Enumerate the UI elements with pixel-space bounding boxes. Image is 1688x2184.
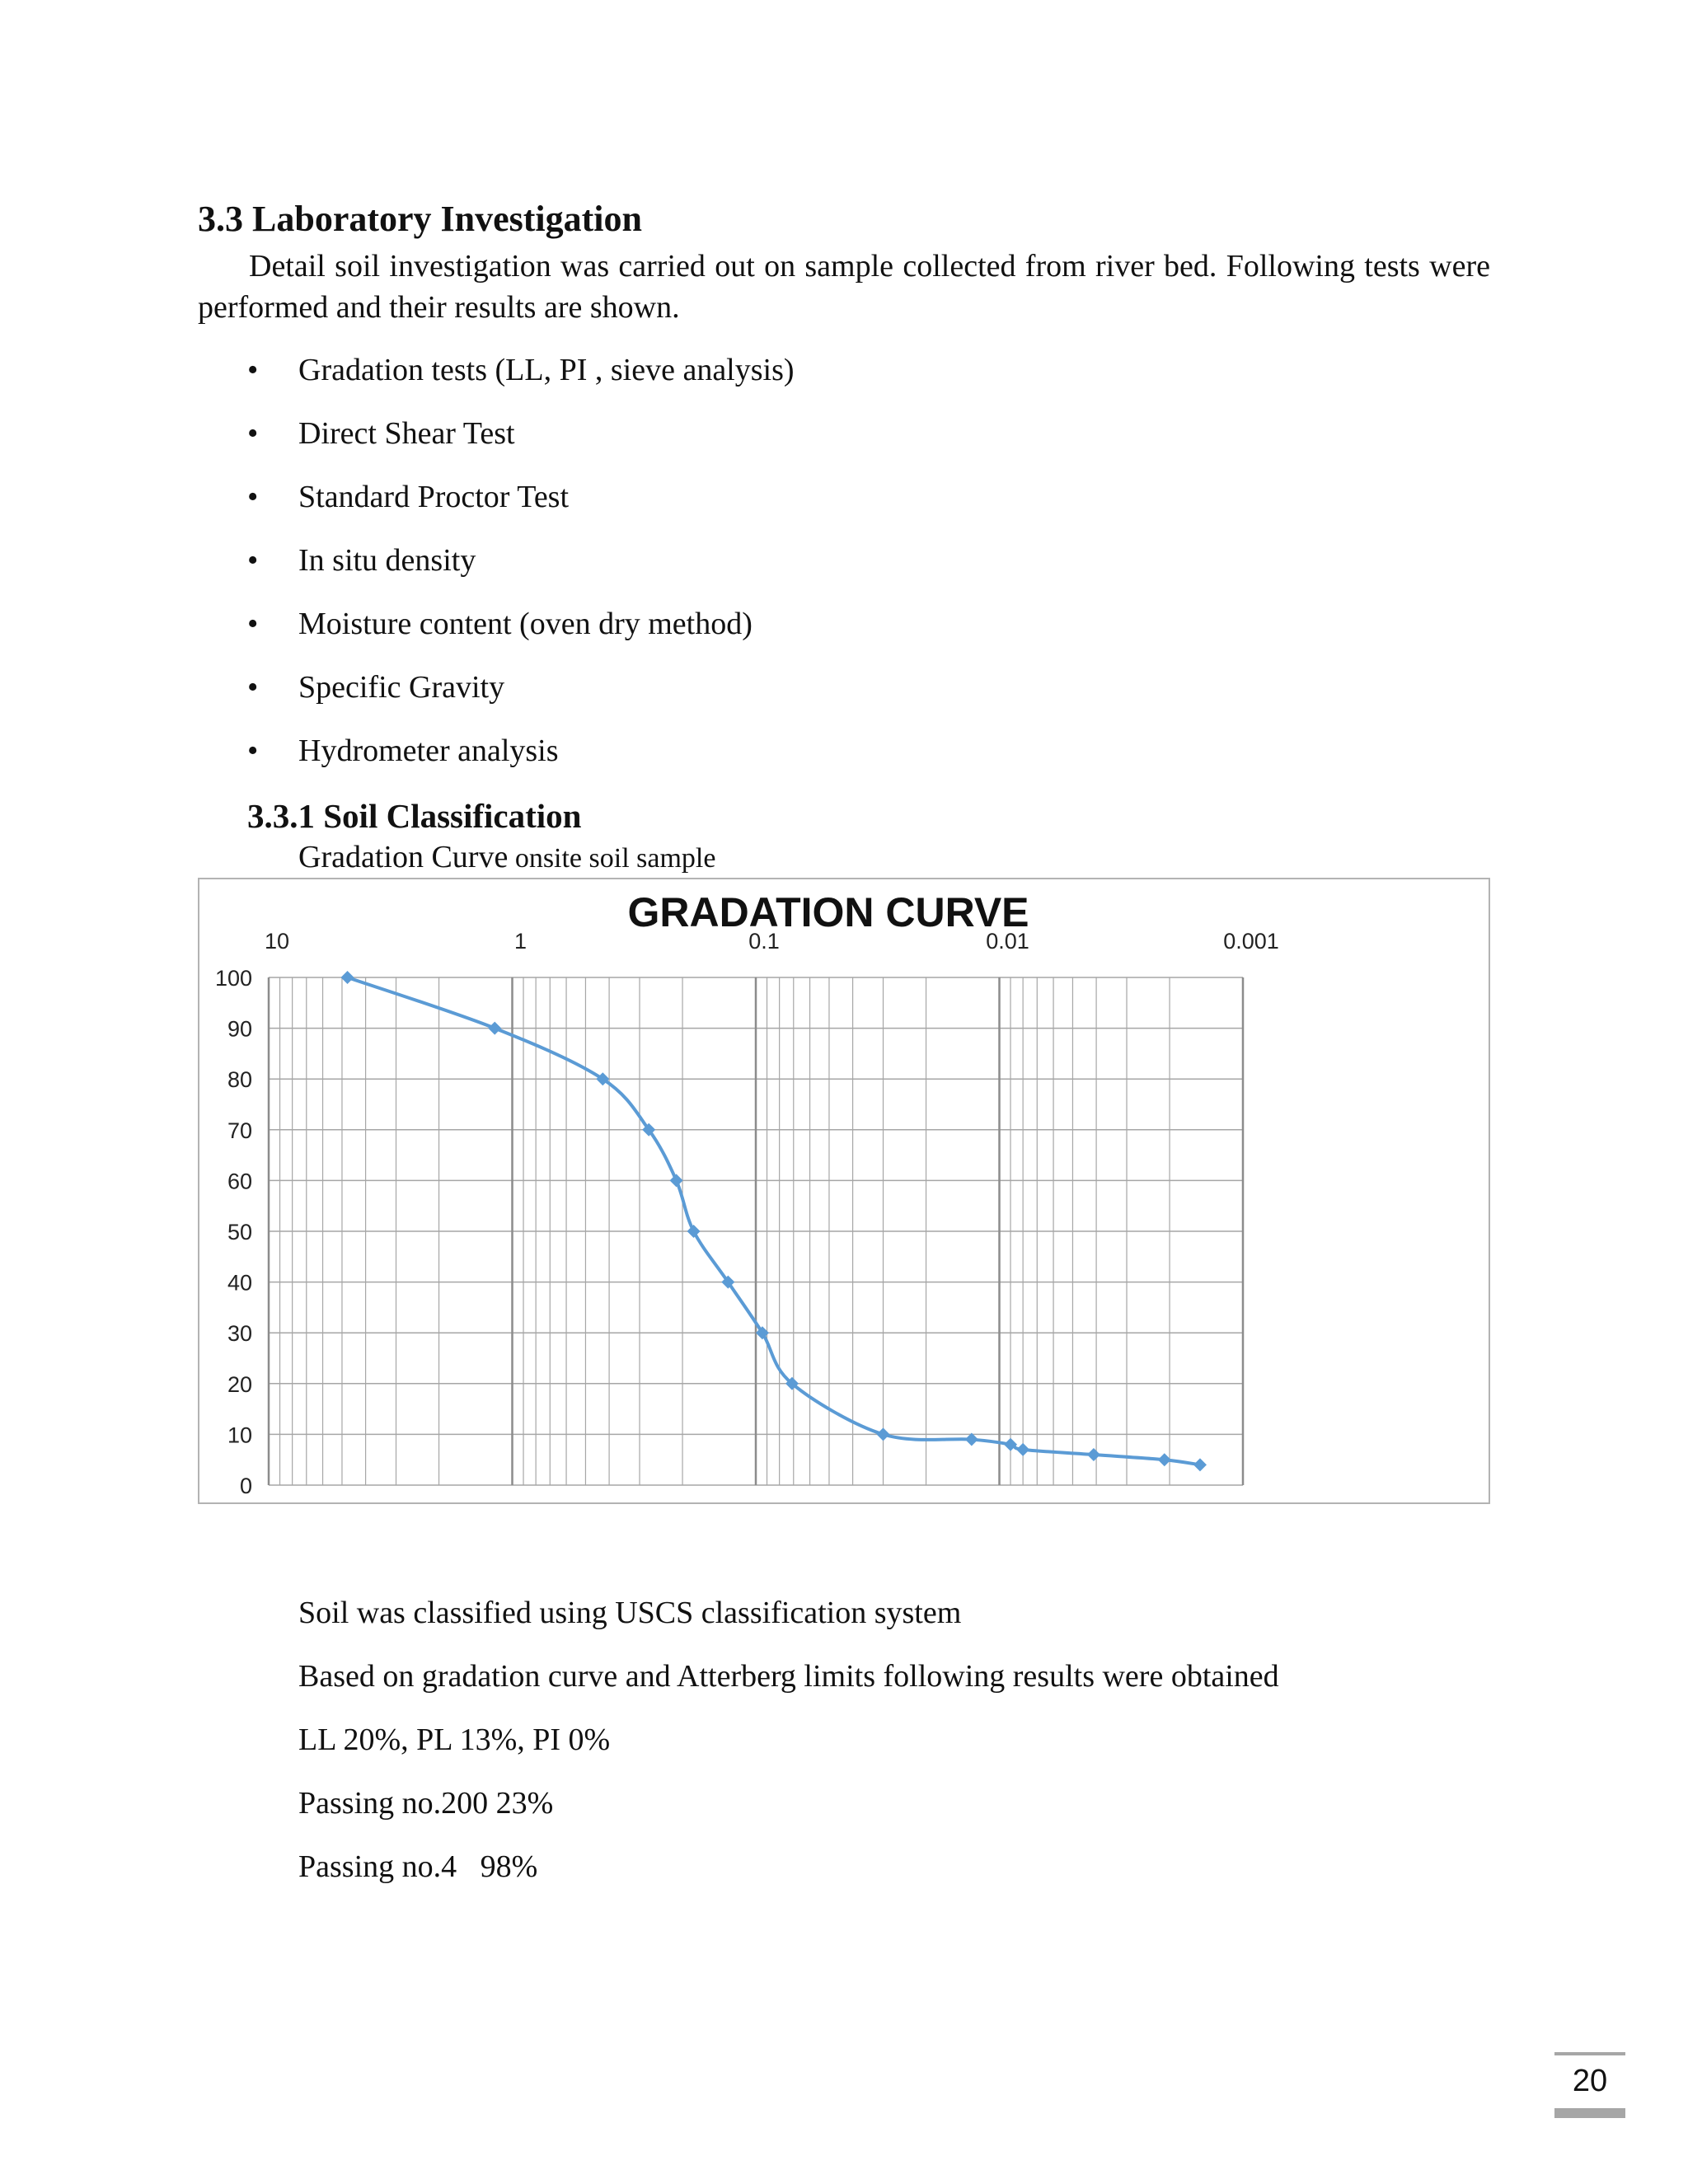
y-tick-label: 40 <box>227 1270 252 1296</box>
test-label: Moisture content (oven dry method) <box>298 607 753 641</box>
caption-main: Gradation Curve <box>298 840 509 874</box>
bullet-icon: • <box>247 480 259 514</box>
page-number: 20 <box>1572 2064 1608 2098</box>
chart-grid <box>269 977 1243 1485</box>
test-list-item <box>247 730 795 794</box>
chart-title: GRADATION CURVE <box>627 889 1029 935</box>
y-tick-label: 80 <box>227 1067 252 1093</box>
test-label: Standard Proctor Test <box>298 480 570 514</box>
result-line: Based on gradation curve and Atterberg limits following results were obtained <box>298 1659 1279 1694</box>
result-line: Passing no.4 98% <box>298 1849 538 1884</box>
data-point-marker <box>877 1427 890 1441</box>
y-tick-label: 70 <box>227 1118 252 1143</box>
x-tick-label: 1 <box>513 929 528 954</box>
y-tick-label: 50 <box>227 1220 252 1244</box>
page-number-rule-top <box>1554 2052 1625 2055</box>
test-list-item <box>247 413 795 476</box>
data-point-marker <box>670 1174 683 1187</box>
bullet-icon: • <box>247 416 259 451</box>
result-line: LL 20%, PL 13%, PI 0% <box>298 1722 611 1757</box>
data-point-marker <box>341 971 354 984</box>
section-heading: 3.3 Laboratory Investigation <box>198 199 642 239</box>
data-point-marker <box>488 1022 501 1035</box>
page-number-block <box>1554 2052 1625 2118</box>
test-label: Gradation tests (LL, PI , sieve analysis) <box>298 353 795 387</box>
classification-results <box>298 1592 1279 1910</box>
data-point-marker <box>1158 1453 1171 1466</box>
test-list-item <box>247 667 795 730</box>
test-list-item <box>247 603 795 667</box>
bullet-icon: • <box>247 353 259 387</box>
y-tick-label: 30 <box>227 1321 252 1347</box>
data-point-marker <box>687 1225 701 1238</box>
y-tick-label: 20 <box>227 1371 252 1397</box>
bullet-icon: • <box>247 733 259 768</box>
test-label: Direct Shear Test <box>298 416 515 451</box>
x-tick-label: 0.1 <box>748 929 780 954</box>
test-label: In situ density <box>298 543 476 578</box>
bullet-icon: • <box>247 670 259 705</box>
gradation-curve-line <box>348 977 1200 1465</box>
data-point-marker <box>1087 1448 1100 1461</box>
x-tick-label: 10 <box>264 929 290 954</box>
caption-small: onsite soil sample <box>508 843 716 874</box>
gradation-chart-frame <box>198 878 1490 1504</box>
subsection-heading: 3.3.1 Soil Classification <box>247 797 582 835</box>
gradation-chart <box>199 879 1489 1502</box>
chart-caption <box>298 839 715 875</box>
data-point-marker <box>1016 1443 1029 1456</box>
page-number-rule-bottom <box>1554 2108 1625 2118</box>
x-tick-label: 0.01 <box>986 929 1029 954</box>
y-tick-label: 90 <box>227 1016 252 1042</box>
y-tick-label: 10 <box>227 1422 252 1448</box>
test-list-item <box>247 540 795 603</box>
y-tick-label: 60 <box>227 1169 252 1194</box>
test-list-item <box>247 349 795 413</box>
bullet-icon: • <box>247 607 259 641</box>
y-tick-label: 100 <box>214 966 252 991</box>
bullet-icon: • <box>247 543 259 578</box>
x-tick-label: 0.001 <box>1223 929 1279 954</box>
result-line: Soil was classified using USCS classification system <box>298 1596 962 1630</box>
result-line: Passing no.200 23% <box>298 1786 554 1821</box>
test-list-item <box>247 476 795 540</box>
y-tick-label: 0 <box>239 1474 252 1498</box>
chart-ticks <box>215 929 1279 1498</box>
chart-series <box>341 971 1207 1471</box>
data-point-marker <box>1193 1458 1207 1471</box>
test-label: Hydrometer analysis <box>298 733 559 768</box>
intro-paragraph: Detail soil investigation was carried out on sample collected from river bed. Following tests were performed and their results are shown. <box>198 249 1490 325</box>
test-list <box>247 349 795 794</box>
test-label: Specific Gravity <box>298 670 505 705</box>
